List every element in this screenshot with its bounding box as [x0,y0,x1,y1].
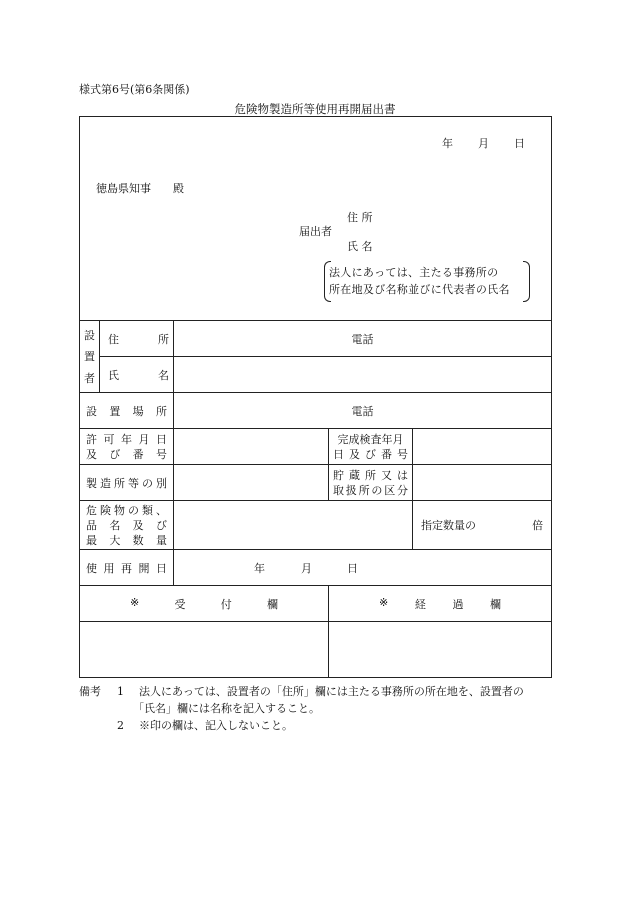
installer-name-row [80,357,552,393]
notification-form-table [79,116,552,678]
notifier-address-label: 住 所 [347,211,373,224]
installer-address-row [80,321,552,357]
reception-label: ※ 受 付 欄 [80,586,329,622]
installer-address-value[interactable] [174,321,552,357]
progress-value [329,622,552,678]
hazmat-value[interactable] [174,501,413,550]
right-bracket [523,261,530,302]
multiple-label: 倍 [532,519,544,532]
permit-row [80,429,552,465]
date-day-label: 日 [514,137,525,150]
notifier-name-label: 氏 名 [347,240,373,253]
storage-class-label: 貯 蔵 所 又 は 取 扱 所 の 区 分 [329,465,413,501]
location-value[interactable] [174,393,552,429]
resume-year-label: 年 [254,561,265,575]
corp-note-line1: 法人にあっては、主たる事務所の [329,266,499,279]
addressee: 徳島県知事 殿 [96,182,184,195]
installer-label-char: 設 [84,329,95,343]
installer-address-label: 住 所 [100,321,174,357]
date-month-label: 月 [478,137,489,150]
hazmat-row [80,501,552,550]
storage-class-value[interactable] [413,465,552,501]
note-1-line2: 「氏名」欄には名称を記入すること。 [133,702,320,715]
inspection-value[interactable] [413,429,552,465]
inspection-label: 完成検査年月 日 及 び 番 号 [329,429,413,465]
hazmat-label: 危 険 物 の 類 、 品 名 及 び 最 大 数 量 [80,501,174,550]
permit-value[interactable] [174,429,329,465]
resume-day-label: 日 [347,561,358,575]
office-use-header-row [80,586,552,622]
notes-section [79,683,524,734]
facility-type-value[interactable] [174,465,329,501]
notifier-label: 届出者 [299,225,332,238]
location-phone-label: 電話 [351,404,374,418]
installer-label-cell [80,321,100,393]
installer-phone-label: 電話 [351,332,374,346]
resume-date-row [80,550,552,586]
permit-label: 許 可 年 月 日 及 び 番 号 [80,429,174,465]
header-block [80,117,552,321]
reception-value [80,622,329,678]
resume-date-label: 使 用 再 開 日 [80,550,174,586]
location-row [80,393,552,429]
note-1-number: 1 [117,685,124,698]
designated-quantity-label: 指定数量の [421,519,476,532]
facility-type-label: 製 造 所 等 の 別 [80,465,174,501]
installer-label-char: 置 [84,350,95,364]
office-use-blank-row [80,622,552,678]
note-1-line1: 法人にあっては、設置者の「住所」欄には主たる事務所の所在地を、設置者の [139,685,524,698]
header-cell [80,117,552,321]
corp-note-line2: 所在地及び名称並びに代表者の氏名 [329,283,510,296]
installer-name-label: 氏 名 [100,357,174,393]
resume-month-label: 月 [301,561,312,575]
form-reference: 様式第6号(第6条関係) [79,83,190,96]
corporation-note [324,261,530,302]
progress-label: ※ 経 過 欄 [329,586,552,622]
installer-label-char: 者 [84,371,95,385]
location-label: 設 置 場 所 [80,393,174,429]
date-year-label: 年 [442,137,453,150]
designated-quantity-cell[interactable] [413,501,552,550]
note-2-number: 2 [117,719,124,732]
document-title: 危険物製造所等使用再開届出書 [234,102,396,116]
resume-date-value[interactable] [174,550,552,586]
installer-name-value[interactable] [174,357,552,393]
facility-type-row [80,465,552,501]
notes-heading: 備考 [79,685,101,698]
note-2-text: ※印の欄は、記入しないこと。 [139,719,293,732]
